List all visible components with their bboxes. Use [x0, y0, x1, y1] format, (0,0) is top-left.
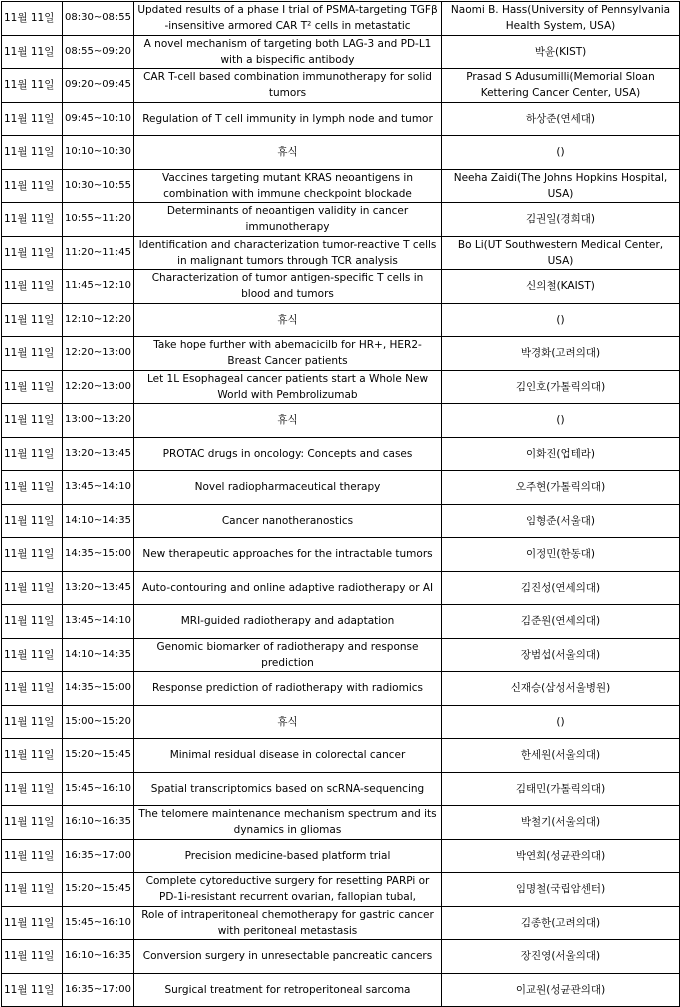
session-time-cell	[63, 236, 134, 270]
session-title-cell	[134, 973, 442, 1007]
session-title-text: Take hope further with abemacicilb for HR+, HER2- Breast Cancer patients	[153, 339, 422, 368]
session-time-cell	[63, 303, 134, 337]
session-date-text: 11월 11일	[4, 916, 55, 929]
session-speaker-cell	[442, 236, 680, 270]
session-title-cell	[134, 337, 442, 371]
table-row	[2, 940, 680, 974]
table-row	[2, 102, 680, 136]
session-date-cell	[2, 772, 63, 806]
session-speaker-text: 신의철(KAIST)	[526, 280, 595, 293]
table-row	[2, 2, 680, 36]
session-speaker-text: 오주현(가톨릭의대)	[515, 481, 606, 494]
table-row	[2, 739, 680, 773]
session-date-cell	[2, 973, 63, 1007]
session-date-cell	[2, 806, 63, 840]
session-time-text: 15:45~16:10	[65, 782, 131, 794]
session-time-cell	[63, 169, 134, 203]
session-title-cell	[134, 471, 442, 505]
session-speaker-text: 박연희(성균관의대)	[515, 849, 606, 862]
session-speaker-text: 장진영(서울의대)	[520, 950, 601, 963]
session-date-text: 11월 11일	[4, 682, 55, 695]
session-speaker-cell	[442, 270, 680, 304]
session-time-text: 11:45~12:10	[65, 280, 131, 292]
table-row	[2, 136, 680, 170]
session-time-cell	[63, 504, 134, 538]
session-title-text: Characterization of tumor antigen-specific T cells in blood and tumors	[151, 272, 424, 301]
session-title-cell	[134, 571, 442, 605]
session-time-cell	[63, 437, 134, 471]
session-date-text: 11월 11일	[4, 146, 55, 159]
session-speaker-text: ()	[556, 414, 565, 427]
session-title-text: PROTAC drugs in oncology: Concepts and cases	[162, 447, 413, 460]
session-speaker-cell	[442, 437, 680, 471]
session-title-text: New therapeutic approaches for the intractable tumors	[142, 548, 433, 561]
session-time-text: 12:20~13:00	[65, 380, 131, 392]
session-speaker-text: 임형준(서울대)	[525, 514, 596, 527]
session-title-text: Complete cytoreductive surgery for resetting PARPi or PD-1i-resistant recurrent ovarian, fallopian tubal,	[145, 875, 430, 904]
session-time-text: 13:00~13:20	[65, 414, 131, 426]
session-title-text: Auto-contouring and online adaptive radiotherapy or AI	[141, 581, 434, 594]
session-speaker-text: 박윤(KIST)	[534, 45, 587, 58]
table-row	[2, 906, 680, 940]
session-time-text: 09:20~09:45	[65, 79, 131, 91]
session-date-cell	[2, 705, 63, 739]
session-title-text: Surgical treatment for retroperitoneal sarcoma	[164, 983, 411, 996]
session-time-text: 12:20~13:00	[65, 347, 131, 359]
session-speaker-cell	[442, 839, 680, 873]
session-title-cell	[134, 203, 442, 237]
session-date-text: 11월 11일	[4, 313, 55, 326]
session-title-text: 휴식	[277, 715, 298, 728]
session-date-cell	[2, 2, 63, 36]
session-time-cell	[63, 973, 134, 1007]
table-row	[2, 538, 680, 572]
session-time-text: 16:35~17:00	[65, 849, 131, 861]
session-title-cell	[134, 437, 442, 471]
session-date-cell	[2, 437, 63, 471]
session-speaker-text: 이교원(성균관의대)	[515, 983, 606, 996]
table-row	[2, 437, 680, 471]
session-title-cell	[134, 672, 442, 706]
session-date-text: 11월 11일	[4, 849, 55, 862]
table-row	[2, 337, 680, 371]
session-time-cell	[63, 270, 134, 304]
session-time-cell	[63, 705, 134, 739]
session-time-text: 16:35~17:00	[65, 983, 131, 995]
session-speaker-text: Neeha Zaidi(The Johns Hopkins Hospital, USA)	[453, 171, 668, 200]
session-date-text: 11월 11일	[4, 213, 55, 226]
session-speaker-cell	[442, 605, 680, 639]
session-date-cell	[2, 69, 63, 103]
session-time-cell	[63, 940, 134, 974]
session-date-text: 11월 11일	[4, 347, 55, 360]
session-speaker-text: 임명철(국립암센터)	[515, 883, 606, 896]
session-date-text: 11월 11일	[4, 45, 55, 58]
session-speaker-text: ()	[556, 715, 565, 728]
session-time-cell	[63, 605, 134, 639]
table-row	[2, 806, 680, 840]
session-title-cell	[134, 739, 442, 773]
session-speaker-text: 신재승(삼성서울병원)	[510, 682, 611, 695]
session-date-text: 11월 11일	[4, 447, 55, 460]
session-speaker-text: 김종한(고려의대)	[520, 916, 601, 929]
session-date-text: 11월 11일	[4, 615, 55, 628]
session-time-text: 15:20~15:45	[65, 883, 131, 895]
table-row	[2, 605, 680, 639]
session-speaker-cell	[442, 973, 680, 1007]
session-time-cell	[63, 370, 134, 404]
table-row	[2, 404, 680, 438]
session-title-cell	[134, 69, 442, 103]
session-date-text: 11월 11일	[4, 648, 55, 661]
session-speaker-cell	[442, 203, 680, 237]
session-time-cell	[63, 69, 134, 103]
session-title-cell	[134, 236, 442, 270]
session-title-cell	[134, 806, 442, 840]
session-speaker-cell	[442, 136, 680, 170]
session-time-text: 15:20~15:45	[65, 749, 131, 761]
session-title-cell	[134, 169, 442, 203]
session-title-cell	[134, 504, 442, 538]
table-row	[2, 236, 680, 270]
table-row	[2, 35, 680, 69]
table-row	[2, 203, 680, 237]
session-title-cell	[134, 538, 442, 572]
session-date-text: 11월 11일	[4, 414, 55, 427]
session-title-text: Let 1L Esophageal cancer patients start a Whole New World with Pembrolizumab	[146, 372, 429, 401]
session-time-cell	[63, 203, 134, 237]
table-row	[2, 672, 680, 706]
session-date-text: 11월 11일	[4, 782, 55, 795]
session-title-cell	[134, 404, 442, 438]
session-speaker-cell	[442, 303, 680, 337]
session-speaker-cell	[442, 571, 680, 605]
session-time-cell	[63, 102, 134, 136]
session-date-cell	[2, 605, 63, 639]
session-title-cell	[134, 303, 442, 337]
session-time-text: 13:45~14:10	[65, 481, 131, 493]
session-date-cell	[2, 538, 63, 572]
session-title-cell	[134, 270, 442, 304]
session-time-text: 13:20~13:45	[65, 581, 131, 593]
session-speaker-cell	[442, 739, 680, 773]
table-row	[2, 638, 680, 672]
session-time-text: 14:35~15:00	[65, 548, 131, 560]
session-title-text: Precision medicine-based platform trial	[184, 849, 391, 862]
session-time-cell	[63, 739, 134, 773]
session-speaker-text: 박철기(서울의대)	[520, 816, 601, 829]
session-speaker-cell	[442, 806, 680, 840]
table-row	[2, 471, 680, 505]
session-date-cell	[2, 303, 63, 337]
session-date-text: 11월 11일	[4, 514, 55, 527]
session-title-text: 휴식	[277, 414, 298, 427]
session-speaker-cell	[442, 873, 680, 907]
table-row	[2, 973, 680, 1007]
session-date-cell	[2, 471, 63, 505]
session-title-cell	[134, 839, 442, 873]
session-date-text: 11월 11일	[4, 481, 55, 494]
session-time-cell	[63, 806, 134, 840]
session-date-cell	[2, 739, 63, 773]
session-time-text: 08:55~09:20	[65, 45, 131, 57]
session-date-cell	[2, 203, 63, 237]
session-title-cell	[134, 940, 442, 974]
session-time-text: 10:55~11:20	[65, 213, 131, 225]
session-date-cell	[2, 270, 63, 304]
session-time-cell	[63, 2, 134, 36]
session-title-text: Cancer nanotheranostics	[221, 514, 354, 527]
session-speaker-text: Naomi B. Hass(University of Pennsylvania Health System, USA)	[450, 4, 671, 33]
session-speaker-cell	[442, 2, 680, 36]
session-speaker-cell	[442, 404, 680, 438]
session-time-text: 14:10~14:35	[65, 514, 131, 526]
session-speaker-text: 이정민(한동대)	[525, 548, 596, 561]
session-speaker-text: 김준원(연세의대)	[520, 615, 601, 628]
session-date-text: 11월 11일	[4, 548, 55, 561]
session-time-cell	[63, 772, 134, 806]
session-date-cell	[2, 337, 63, 371]
session-time-text: 10:30~10:55	[65, 179, 131, 191]
session-time-text: 12:10~12:20	[65, 313, 131, 325]
session-speaker-text: 장범섭(서울의대)	[520, 648, 601, 661]
session-title-cell	[134, 35, 442, 69]
session-speaker-cell	[442, 69, 680, 103]
session-speaker-text: Prasad S Adusumilli(Memorial Sloan Kettering Cancer Center, USA)	[466, 71, 655, 100]
session-time-cell	[63, 839, 134, 873]
session-speaker-text: ()	[556, 146, 565, 159]
session-title-cell	[134, 136, 442, 170]
schedule-rows	[2, 2, 680, 1007]
session-time-text: 10:10~10:30	[65, 146, 131, 158]
session-speaker-text: 하상준(연세대)	[525, 112, 596, 125]
session-title-cell	[134, 772, 442, 806]
session-date-cell	[2, 370, 63, 404]
session-speaker-cell	[442, 169, 680, 203]
session-date-text: 11월 11일	[4, 79, 55, 92]
session-title-text: Determinants of neoantigen validity in cancer immunotherapy	[166, 205, 409, 234]
session-date-cell	[2, 672, 63, 706]
table-row	[2, 571, 680, 605]
session-speaker-cell	[442, 940, 680, 974]
session-date-text: 11월 11일	[4, 179, 55, 192]
session-date-text: 11월 11일	[4, 12, 55, 25]
session-speaker-text: 박경화(고려의대)	[520, 347, 601, 360]
session-title-cell	[134, 638, 442, 672]
session-date-cell	[2, 638, 63, 672]
session-title-text: Response prediction of radiotherapy with radiomics	[152, 682, 423, 695]
table-row	[2, 772, 680, 806]
session-date-text: 11월 11일	[4, 749, 55, 762]
session-time-text: 11:20~11:45	[65, 246, 131, 258]
table-row	[2, 839, 680, 873]
session-title-text: CAR T-cell based combination immunotherapy for solid tumors	[143, 71, 432, 100]
session-title-text: Conversion surgery in unresectable pancreatic cancers	[142, 950, 433, 963]
session-time-text: 09:45~10:10	[65, 112, 131, 124]
session-time-text: 15:00~15:20	[65, 715, 131, 727]
session-time-text: 14:35~15:00	[65, 682, 131, 694]
schedule-table	[1, 1, 680, 1007]
session-date-cell	[2, 504, 63, 538]
session-speaker-text: ()	[556, 313, 565, 326]
session-time-cell	[63, 337, 134, 371]
session-date-text: 11월 11일	[4, 280, 55, 293]
session-speaker-cell	[442, 638, 680, 672]
session-time-cell	[63, 404, 134, 438]
session-time-text: 15:45~16:10	[65, 916, 131, 928]
session-title-text: Genomic biomarker of radiotherapy and response prediction	[156, 640, 419, 669]
session-time-cell	[63, 35, 134, 69]
session-date-text: 11월 11일	[4, 950, 55, 963]
session-speaker-cell	[442, 538, 680, 572]
session-date-text: 11월 11일	[4, 380, 55, 393]
session-time-cell	[63, 672, 134, 706]
session-title-text: Vaccines targeting mutant KRAS neoantigens in combination with immune checkpoint blockade	[162, 171, 413, 200]
session-date-cell	[2, 404, 63, 438]
session-title-text: The telomere maintenance mechanism spectrum and its dynamics in gliomas	[138, 808, 437, 837]
table-row	[2, 705, 680, 739]
session-date-cell	[2, 236, 63, 270]
session-title-text: A novel mechanism of targeting both LAG-3 and PD-L1 with a bispecific antibody	[143, 37, 432, 66]
table-row	[2, 370, 680, 404]
session-speaker-cell	[442, 102, 680, 136]
session-time-text: 08:30~08:55	[65, 12, 131, 24]
session-time-cell	[63, 571, 134, 605]
session-speaker-text: 김진성(연세의대)	[520, 581, 601, 594]
session-title-cell	[134, 370, 442, 404]
session-title-text: Spatial transcriptomics based on scRNA-sequencing	[150, 782, 425, 795]
session-date-cell	[2, 35, 63, 69]
session-title-cell	[134, 102, 442, 136]
table-row	[2, 303, 680, 337]
session-speaker-cell	[442, 370, 680, 404]
session-speaker-cell	[442, 906, 680, 940]
session-date-text: 11월 11일	[4, 715, 55, 728]
session-date-text: 11월 11일	[4, 816, 55, 829]
session-speaker-text: Bo Li(UT Southwestern Medical Center, USA)	[457, 238, 664, 267]
table-row	[2, 69, 680, 103]
session-speaker-text: 김태민(가톨릭의대)	[515, 782, 606, 795]
session-speaker-cell	[442, 471, 680, 505]
session-time-text: 13:45~14:10	[65, 615, 131, 627]
session-speaker-cell	[442, 504, 680, 538]
session-date-text: 11월 11일	[4, 883, 55, 896]
session-date-text: 11월 11일	[4, 246, 55, 259]
session-date-cell	[2, 940, 63, 974]
session-time-text: 16:10~16:35	[65, 816, 131, 828]
session-time-cell	[63, 471, 134, 505]
session-title-text: Updated results of a phase I trial of PSMA-targeting TGFβ -insensitive armored CAR T² cells in metastatic	[137, 4, 438, 33]
session-date-cell	[2, 136, 63, 170]
session-title-cell	[134, 873, 442, 907]
session-date-text: 11월 11일	[4, 983, 55, 996]
session-time-cell	[63, 638, 134, 672]
session-title-text: Regulation of T cell immunity in lymph node and tumor	[142, 112, 433, 125]
session-time-cell	[63, 906, 134, 940]
session-title-cell	[134, 906, 442, 940]
session-title-text: Minimal residual disease in colorectal cancer	[169, 749, 406, 762]
session-title-cell	[134, 705, 442, 739]
session-date-cell	[2, 906, 63, 940]
session-date-text: 11월 11일	[4, 581, 55, 594]
session-title-text: Role of intraperitoneal chemotherapy for gastric cancer with peritoneal metastasis	[141, 908, 434, 937]
session-date-cell	[2, 169, 63, 203]
table-row	[2, 169, 680, 203]
session-title-cell	[134, 605, 442, 639]
session-date-cell	[2, 839, 63, 873]
session-speaker-cell	[442, 672, 680, 706]
session-time-text: 16:10~16:35	[65, 950, 131, 962]
session-title-text: MRI-guided radiotherapy and adaptation	[180, 615, 395, 628]
session-date-text: 11월 11일	[4, 112, 55, 125]
session-title-text: 휴식	[277, 313, 298, 326]
session-speaker-text: 한세원(서울의대)	[520, 749, 601, 762]
table-row	[2, 873, 680, 907]
session-speaker-text: 이화진(업테라)	[525, 447, 596, 460]
session-date-cell	[2, 102, 63, 136]
session-time-cell	[63, 873, 134, 907]
session-date-cell	[2, 873, 63, 907]
session-time-text: 13:20~13:45	[65, 447, 131, 459]
session-title-cell	[134, 2, 442, 36]
session-speaker-cell	[442, 772, 680, 806]
session-date-cell	[2, 571, 63, 605]
session-speaker-text: 김인호(가톨릭의대)	[515, 380, 606, 393]
session-title-text: 휴식	[277, 146, 298, 159]
session-time-text: 14:10~14:35	[65, 648, 131, 660]
session-speaker-cell	[442, 35, 680, 69]
session-speaker-text: 김권일(경희대)	[525, 213, 596, 226]
session-speaker-cell	[442, 705, 680, 739]
table-row	[2, 504, 680, 538]
session-time-cell	[63, 538, 134, 572]
table-row	[2, 270, 680, 304]
session-title-text: Novel radiopharmaceutical therapy	[194, 481, 381, 494]
session-time-cell	[63, 136, 134, 170]
session-speaker-cell	[442, 337, 680, 371]
session-title-text: Identification and characterization tumor-reactive T cells in malignant tumors through TCR analysis	[138, 238, 437, 267]
